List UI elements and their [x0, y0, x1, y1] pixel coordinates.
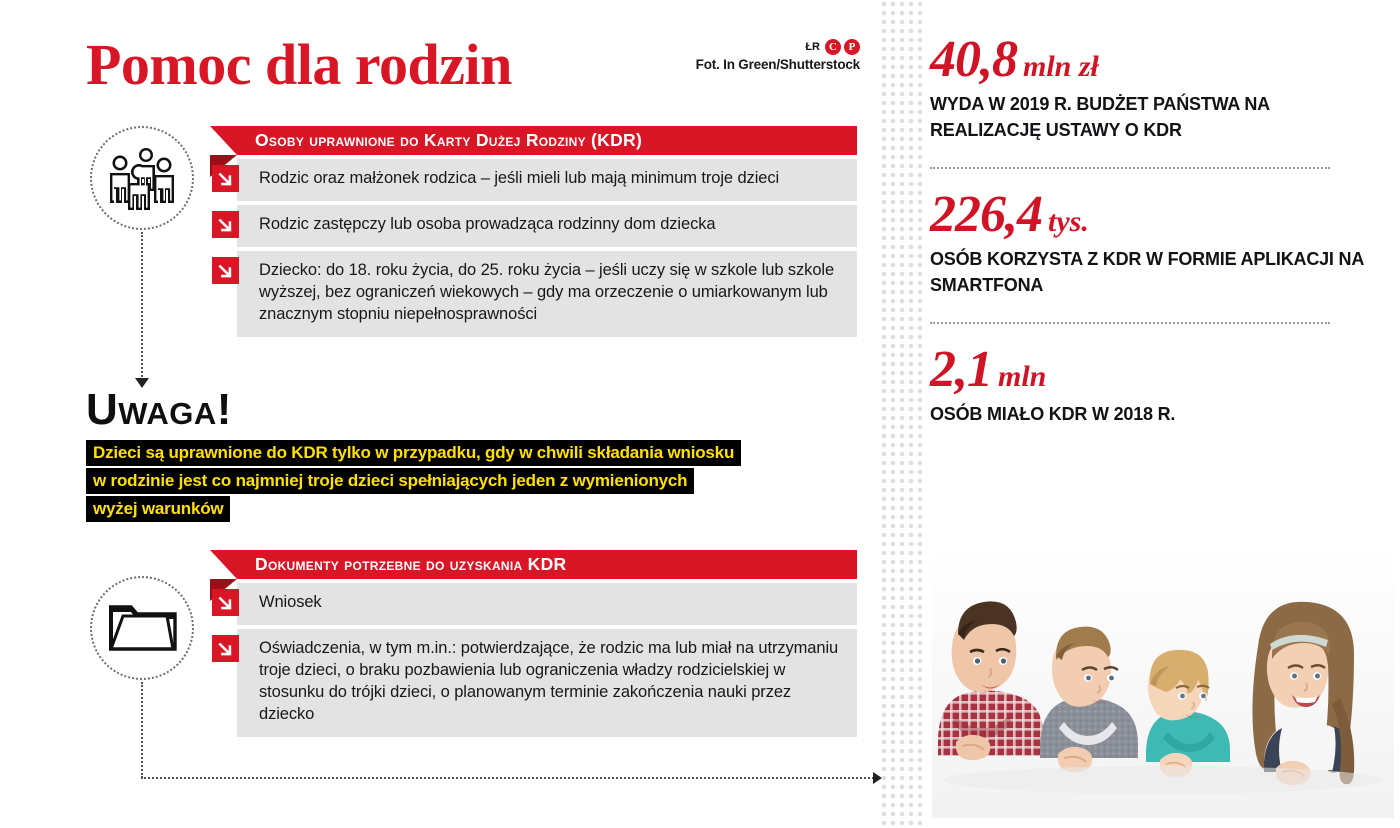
stat-number-line: [930, 185, 1370, 244]
header-notch-top-icon: [210, 550, 237, 579]
row-text: Oświadczenia, w tym m.in.: potwierdzające, że rodzic ma lub miał na utrzymaniu troje dzieci, o braku pozbawienia lub ograniczenia władzy rodzicielskiej w stosunku do trójki dzieci, o planowanym terminie zakończenia nauki przez dziecko: [237, 629, 857, 737]
stat-item: [930, 30, 1370, 157]
author-initials: ŁR: [805, 40, 820, 53]
stat-number: 226,4: [930, 186, 1042, 244]
family-icon-badge: [90, 126, 194, 230]
stat-item: [930, 340, 1370, 442]
warning-line: wyżej warunków: [86, 496, 230, 522]
stat-description: OSÓB MIAŁO KDR W 2018 R.: [930, 404, 1176, 425]
table-row: [237, 583, 857, 625]
page-title: Pomoc dla rodzin: [86, 32, 512, 97]
stat-description: OSÓB KORZYSTA Z KDR W FORMIE APLIKACJI NA SMARTFONA: [930, 249, 1364, 295]
arrow-down-right-icon: [212, 211, 239, 238]
connector-family-to-warning: [141, 232, 143, 380]
divider: [930, 322, 1330, 324]
section-header-label: Osoby uprawnione do Karty Dużej Rodziny (KDR): [255, 130, 643, 150]
section-header-bar: [237, 550, 857, 579]
warning-title: Uwaga!: [86, 385, 232, 434]
credit-badges: [600, 38, 860, 55]
stat-unit: tys.: [1048, 205, 1089, 239]
warning-line: w rodzinie jest co najmniej troje dzieci spełniających jeden z wymienionych: [86, 468, 694, 494]
arrow-down-right-icon: [212, 165, 239, 192]
connector-folder-vertical: [141, 682, 143, 778]
header-notch-top-icon: [210, 126, 237, 155]
section-header-bar: [237, 126, 857, 155]
section-header-wrap: [237, 550, 857, 579]
family-group-icon: [92, 128, 192, 228]
table-row: [237, 629, 857, 737]
stat-number-line: [930, 340, 1370, 399]
copyright-c-badge-icon: C: [825, 39, 841, 55]
section-header-wrap: [237, 126, 857, 155]
photo-credit: Fot. In Green/Shutterstock: [695, 57, 860, 72]
arrow-down-right-icon: [212, 635, 239, 662]
row-text: Rodzic oraz małżonek rodzica – jeśli mieli lub mają minimum troje dzieci: [237, 159, 857, 201]
stat-description: WYDA W 2019 R. BUDŻET PAŃSTWA NA REALIZACJĘ USTAWY O KDR: [930, 94, 1270, 140]
stat-number-line: [930, 30, 1370, 89]
statistics-column: [930, 30, 1370, 442]
stat-unit: mln: [998, 360, 1047, 394]
table-row: [237, 251, 857, 337]
warning-line: Dzieci są uprawnione do KDR tylko w przypadku, gdy w chwili składania wniosku: [86, 440, 741, 466]
open-folder-icon: [92, 578, 192, 678]
connector-folder-horizontal: [141, 777, 878, 779]
section-eligible-persons: [237, 126, 857, 337]
table-row: [237, 205, 857, 247]
arrow-down-right-icon: [212, 589, 239, 616]
row-text: Wniosek: [237, 583, 857, 625]
four-children-lying-photo: [932, 548, 1394, 818]
stat-unit: mln zł: [1023, 50, 1099, 83]
stat-number: 2,1: [930, 341, 992, 399]
row-text: Rodzic zastępczy lub osoba prowadząca rodzinny dom dziecka: [237, 205, 857, 247]
section-required-documents: [237, 550, 857, 737]
row-text: Dziecko: do 18. roku życia, do 25. roku życia – jeśli uczy się w szkole lub szkole wyższej, bez ograniczeń wiekowych – gdy ma orzeczenie o umiarkowanym lub znacznym stopniu niepełnosprawności: [237, 251, 857, 337]
folder-icon-badge: [90, 576, 194, 680]
stat-item: [930, 185, 1370, 312]
divider: [930, 167, 1330, 169]
stat-number: 40,8: [930, 31, 1017, 88]
copyright-p-badge-icon: P: [844, 39, 860, 55]
warning-lines: [86, 440, 741, 524]
arrow-down-right-icon: [212, 257, 239, 284]
table-row: [237, 159, 857, 201]
vertical-pattern-divider: [880, 0, 926, 828]
credit-block: [600, 38, 860, 72]
section-header-label: Dokumenty potrzebne do uzyskania KDR: [255, 554, 567, 574]
